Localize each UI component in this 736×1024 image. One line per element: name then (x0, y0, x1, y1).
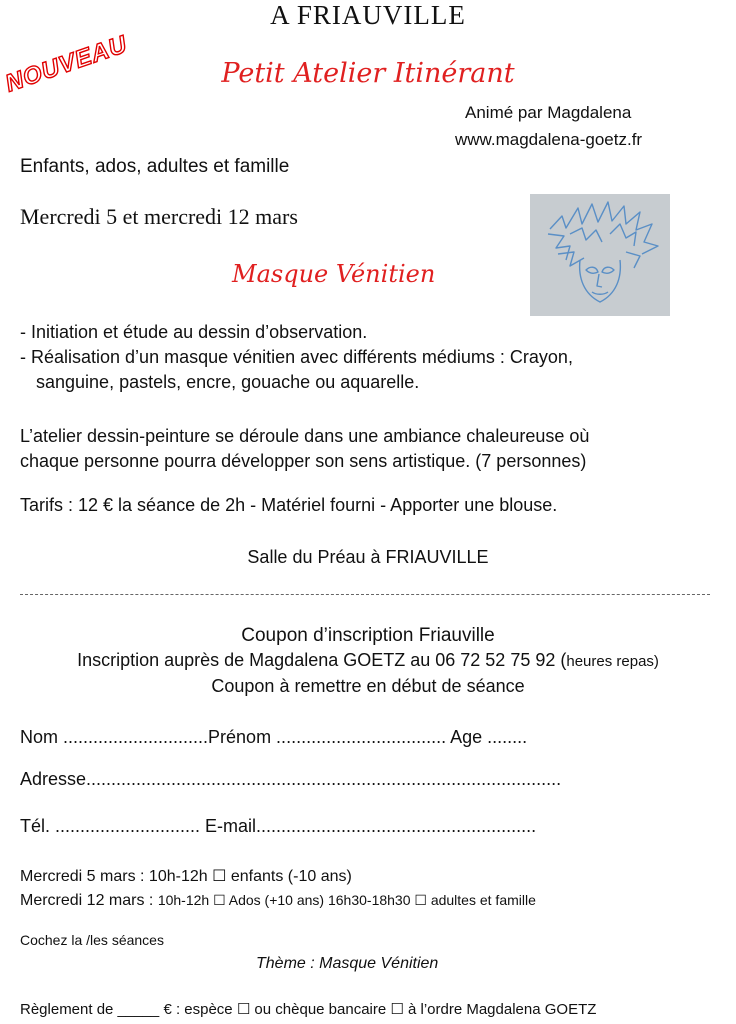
coupon-theme: Thème : Masque Vénitien (256, 955, 439, 972)
bullet-observation: - Initiation et étude au dessin d’observation. (20, 322, 368, 342)
coupon-note: Coupon à remettre en début de séance (211, 676, 525, 696)
session-2-date: Mercredi 12 mars : (20, 892, 158, 909)
address-field-row[interactable]: Adresse............................................................................................... (20, 769, 562, 789)
new-badge: NOUVEAU (2, 30, 131, 98)
coupon-title: Coupon d’inscription Friauville (241, 625, 495, 646)
bullet-mediums: sanguine, pastels, encre, gouache ou aquarelle. (36, 372, 420, 392)
workshop-title: Petit Atelier Itinérant (221, 58, 515, 89)
mask-sketch-image (530, 194, 670, 316)
pricing-line: Tarifs : 12 € la séance de 2h - Matériel fourni - Apporter une blouse. (20, 495, 558, 515)
session-option-1[interactable]: Mercredi 5 mars : 10h-12h ☐ enfants (-10 ans) (20, 868, 352, 885)
dates-line: Mercredi 5 et mercredi 12 mars (20, 204, 298, 229)
bullet-mask-creation: - Réalisation d’un masque vénitien avec différents médiums : Crayon, (20, 347, 573, 367)
page-title: A FRIAUVILLE (270, 0, 466, 30)
phone-email-field-row[interactable]: Tél. ............................. E-mail........................................................ (20, 816, 537, 836)
check-sessions-hint: Cochez la /les séances (20, 932, 164, 948)
session-option-2[interactable] (20, 892, 536, 910)
payment-line[interactable]: Règlement de _____ € : espèce ☐ ou chèque bancaire ☐ à l’ordre Magdalena GOETZ (20, 1001, 597, 1018)
host-line: Animé par Magdalena (465, 103, 632, 122)
coupon-contact-hours: heures repas) (566, 653, 659, 670)
website-link[interactable]: www.magdalena-goetz.fr (455, 130, 643, 149)
description-line-2: chaque personne pourra développer son sens artistique. (7 personnes) (20, 451, 587, 471)
venue-line: Salle du Préau à FRIAUVILLE (247, 547, 489, 567)
coupon-contact (0, 650, 736, 671)
theme-heading: Masque Vénitien (232, 260, 436, 288)
cut-line-divider (20, 594, 710, 595)
description-line-1: L’atelier dessin-peinture se déroule dans une ambiance chaleureuse où (20, 426, 590, 446)
audience-line: Enfants, ados, adultes et famille (20, 156, 290, 177)
session-2-times: 10h-12h ☐ Ados (+10 ans) 16h30-18h30 ☐ adultes et famille (157, 892, 536, 908)
coupon-contact-main: Inscription auprès de Magdalena GOETZ au 06 72 52 75 92 ( (77, 650, 567, 670)
name-field-row[interactable]: Nom .............................Prénom .................................. Age ........ (20, 727, 528, 747)
